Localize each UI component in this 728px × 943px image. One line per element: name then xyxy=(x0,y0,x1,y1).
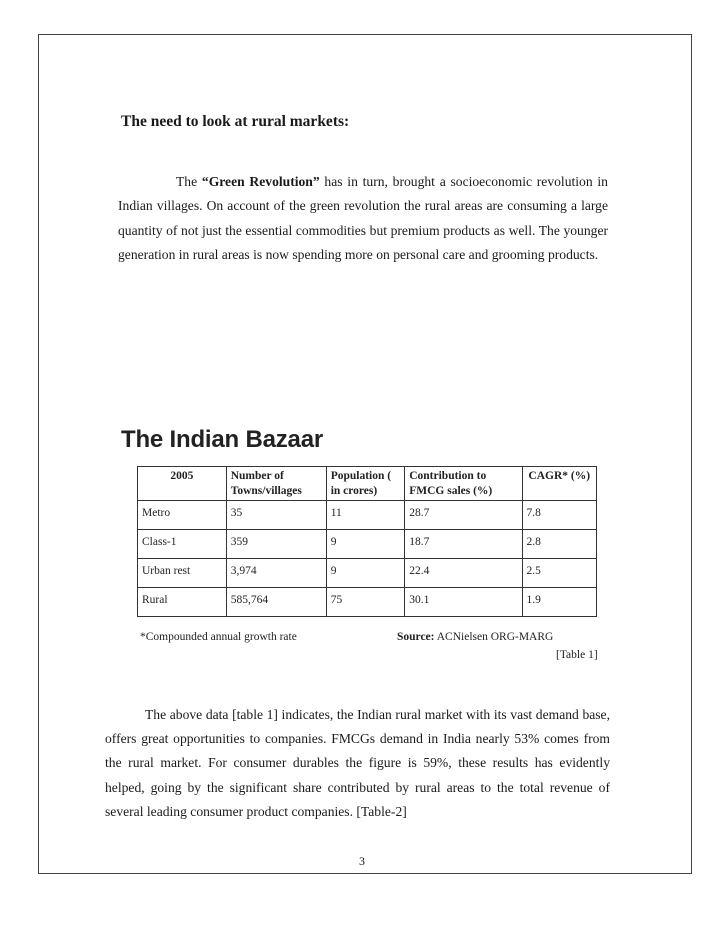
table-cell: 11 xyxy=(326,501,405,530)
table-source xyxy=(397,631,553,643)
header-cell: Contribution to FMCG sales (%) xyxy=(405,467,522,501)
table-cell: Rural xyxy=(138,588,227,617)
indian-bazaar-figure xyxy=(120,426,616,666)
table-cell: 28.7 xyxy=(405,501,522,530)
table-cell: Class-1 xyxy=(138,530,227,559)
figure-title: The Indian Bazaar xyxy=(121,426,323,453)
intro-paragraph xyxy=(118,170,608,267)
table-cell: 3,974 xyxy=(226,559,326,588)
header-cell: 2005 xyxy=(138,467,227,501)
table-cell: 2.8 xyxy=(522,530,596,559)
section-heading: The need to look at rural markets: xyxy=(121,113,350,130)
header-cell: Number of Towns/villages xyxy=(226,467,326,501)
table-cell: Metro xyxy=(138,501,227,530)
source-value: ACNielsen ORG-MARG xyxy=(436,631,554,643)
table-row xyxy=(138,588,597,617)
page-number: 3 xyxy=(359,854,365,868)
table-cell: 18.7 xyxy=(405,530,522,559)
table-header-row xyxy=(138,467,597,501)
header-cell: Population ( in crores) xyxy=(326,467,405,501)
table-label: [Table 1] xyxy=(556,649,598,661)
table-row xyxy=(138,501,597,530)
analysis-paragraph xyxy=(105,703,610,824)
table-cell: 30.1 xyxy=(405,588,522,617)
table-cell: 1.9 xyxy=(522,588,596,617)
table-cell: 75 xyxy=(326,588,405,617)
table-cell: Urban rest xyxy=(138,559,227,588)
table-row xyxy=(138,530,597,559)
table-cell: 22.4 xyxy=(405,559,522,588)
table-cell: 359 xyxy=(226,530,326,559)
bazaar-table xyxy=(137,466,597,617)
table-footnote: *Compounded annual growth rate xyxy=(140,631,297,643)
table-cell: 2.5 xyxy=(522,559,596,588)
header-cell: CAGR* (%) xyxy=(522,467,596,501)
table-cell: 9 xyxy=(326,559,405,588)
source-label: Source: xyxy=(397,631,435,643)
table-cell: 585,764 xyxy=(226,588,326,617)
intro-text: has in turn, brought a socioeconomic revolution in Indian villages. On account of the green revolution the rural areas are consuming a large quantity of not just the essential commodities but premium products as well. The younger generation in rural areas is now spending more on personal care and grooming products. xyxy=(118,174,608,262)
intro-emphasis: “Green Revolution” xyxy=(201,174,320,189)
table-row xyxy=(138,559,597,588)
table-cell: 7.8 xyxy=(522,501,596,530)
analysis-text: The above data [table 1] indicates, the Indian rural market with its vast demand base, offers great opportunities to companies. FMCGs demand in India nearly 53% comes from the rural market. For consumer durables the figure is 59%, these results has evidently helped, going by the significant share contributed by rural areas to the total revenue of several leading consumer product companies. [Table-2] xyxy=(105,707,610,819)
table-cell: 35 xyxy=(226,501,326,530)
intro-lead: The xyxy=(176,174,198,189)
table-cell: 9 xyxy=(326,530,405,559)
